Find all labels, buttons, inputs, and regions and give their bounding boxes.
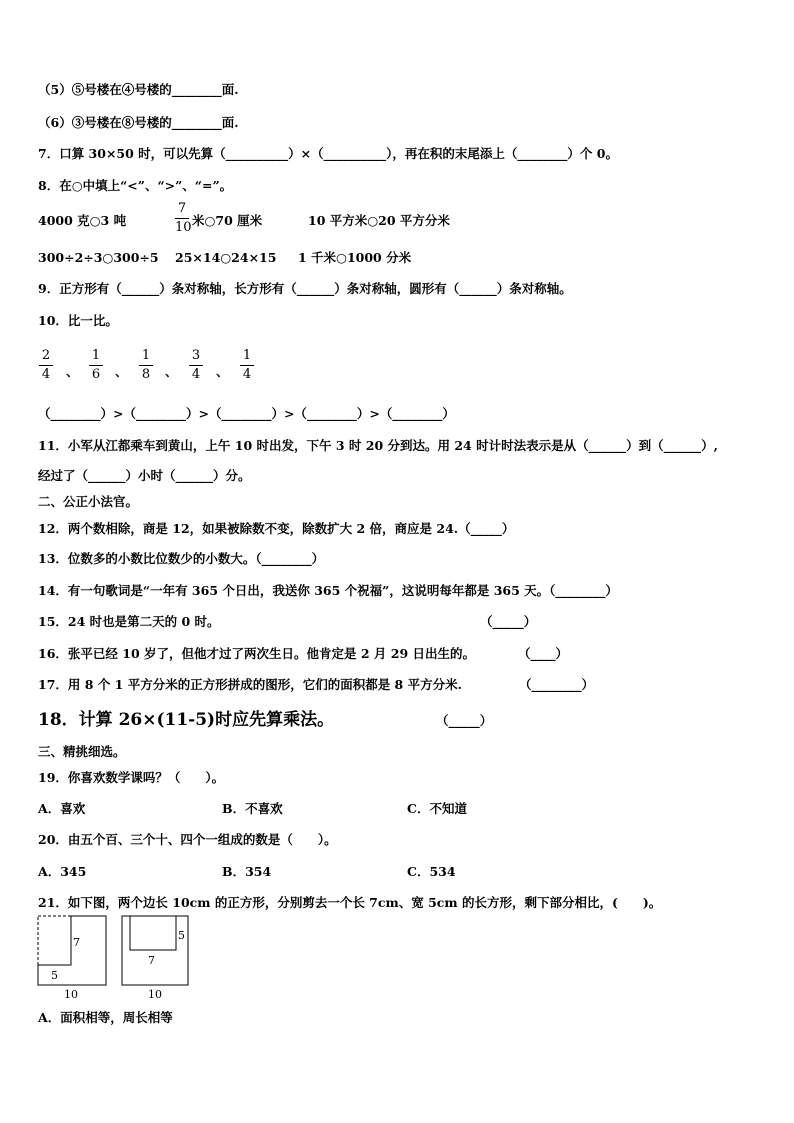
ordering-blanks: （________）>（________）>（________）>（________）>（________）: [38, 406, 455, 421]
answer-blank-18: （_____）: [436, 713, 493, 728]
question-11-cont: 经过了（______）小时（______）分。: [38, 468, 251, 483]
fraction-1-6: [89, 348, 103, 383]
label-7: 7: [148, 954, 155, 967]
question-16: 16．张平已经 10 岁了，但他才过了两次生日。他肯定是 2 月 29 日出生的。: [38, 646, 475, 661]
label-7: 7: [73, 936, 80, 949]
question-18: 18．计算 26×(11-5)时应先算乘法。: [38, 710, 335, 730]
fraction-bar: [175, 218, 189, 219]
fraction-numerator: 7: [177, 201, 187, 216]
option-20-a: A．345: [38, 864, 87, 879]
compare-item-5: 25×14○24×15: [175, 250, 277, 265]
fraction-bar: [139, 365, 153, 366]
fraction-denominator: 4: [41, 367, 51, 382]
fraction-2-4: [39, 348, 53, 383]
label-5: 5: [178, 929, 185, 942]
square-cutout-figure: [36, 914, 196, 1002]
fraction-numerator: 1: [91, 348, 101, 363]
fraction-denominator: 4: [242, 367, 252, 382]
question-11: 11．小军从江都乘车到黄山，上午 10 时出发，下午 3 时 20 分到达。用 24 时计时法表示是从（______）到（______）,: [38, 438, 718, 453]
separator: 、: [115, 364, 128, 379]
compare-item-3: 10 平方米○20 平方分米: [308, 213, 450, 228]
question-17: 17．用 8 个 1 平方分米的正方形拼成的图形，它们的面积都是 8 平方分米.: [38, 677, 462, 692]
answer-blank-16: （____）: [518, 646, 569, 661]
fraction-numerator: 2: [41, 348, 51, 363]
question-19: 19．你喜欢数学课吗？（ ）。: [38, 770, 225, 785]
left-square: [38, 916, 106, 1001]
compare-item-1: 4000 克○3 吨: [38, 213, 127, 228]
fraction-1-4: [240, 348, 254, 383]
separator: 、: [66, 364, 79, 379]
question-13: 13．位数多的小数比位数少的小数大。（________）: [38, 551, 325, 566]
separator: 、: [216, 364, 229, 379]
fraction-numerator: 3: [191, 348, 201, 363]
question-9: 9．正方形有（______）条对称轴，长方形有（______）条对称轴，圆形有（______）条对称轴。: [38, 281, 572, 296]
fraction-bar: [240, 365, 254, 366]
fraction-numerator: 1: [141, 348, 151, 363]
question-6: （6）③号楼在⑧号楼的________面.: [38, 115, 239, 130]
section-2-heading: 二、公正小法官。: [38, 494, 139, 509]
compare-item-4: 300÷2÷3○300÷5: [38, 250, 159, 265]
fraction-denominator: 4: [191, 367, 201, 382]
question-5: （5）⑤号楼在④号楼的________面.: [38, 82, 239, 97]
label-10: 10: [64, 988, 78, 1001]
compare-item-2: 米○70 厘米: [192, 213, 263, 228]
question-8: 8．在○中填上“<”、“>”、“=”。: [38, 178, 233, 193]
separator: 、: [165, 364, 178, 379]
option-20-c: C．534: [407, 864, 456, 879]
label-10: 10: [148, 988, 162, 1001]
option-19-a: A．喜欢: [38, 801, 86, 816]
option-21-a: A．面积相等，周长相等: [38, 1010, 173, 1025]
fraction-bar: [89, 365, 103, 366]
fraction-denominator: 8: [141, 367, 151, 382]
question-12: 12．两个数相除，商是 12，如果被除数不变，除数扩大 2 倍，商应是 24.（_____）: [38, 521, 515, 536]
section-3-heading: 三、精挑细选。: [38, 744, 126, 759]
fraction-denominator: 10: [175, 220, 192, 235]
option-20-b: B．354: [222, 864, 272, 879]
fraction-bar: [189, 365, 203, 366]
question-20: 20．由五个百、三个十、四个一组成的数是（ ）。: [38, 832, 337, 847]
question-10: 10．比一比。: [38, 313, 118, 328]
fraction-1-8: [139, 348, 153, 383]
fraction-7-10: [175, 201, 192, 236]
fraction-bar: [39, 365, 53, 366]
fraction-numerator: 1: [242, 348, 252, 363]
option-19-c: C．不知道: [407, 801, 467, 816]
answer-blank-15: （_____）: [480, 614, 537, 629]
answer-blank-17: （________）: [519, 677, 595, 692]
fraction-3-4: [189, 348, 203, 383]
question-14: 14．有一句歌词是“一年有 365 个日出，我送你 365 个祝福”，这说明每年都是 365 天。（________）: [38, 583, 618, 598]
label-5: 5: [51, 969, 58, 982]
compare-item-6: 1 千米○1000 分米: [298, 250, 412, 265]
question-7: 7．口算 30×50 时，可以先算（__________）×（__________），再在积的末尾添上（________）个 0。: [38, 146, 618, 161]
question-15: 15．24 时也是第二天的 0 时。: [38, 614, 220, 629]
option-19-b: B．不喜欢: [222, 801, 283, 816]
fraction-denominator: 6: [91, 367, 101, 382]
right-square: [122, 916, 188, 1001]
question-21: 21．如下图，两个边长 10cm 的正方形，分别剪去一个长 7cm、宽 5cm 的长方形，剩下部分相比，( )。: [38, 895, 662, 910]
